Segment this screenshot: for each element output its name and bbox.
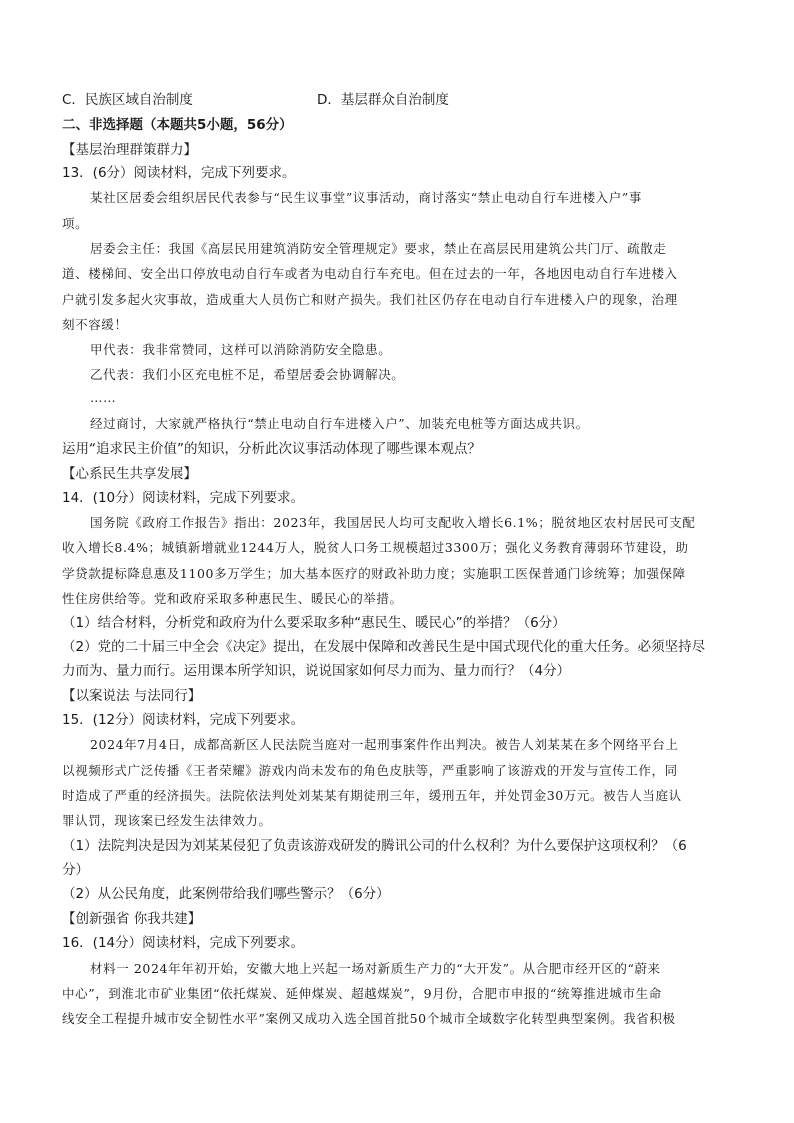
q15-question-2: （2）从公民角度，此案例带给我们哪些警示？（6分） (62, 886, 390, 902)
q13-material-line: 经过商讨，大家就严格执行“禁止电动自行车进楼入户”、加装充电桩等方面达成共识。 (90, 416, 589, 431)
block-heading-law: 【以案说法 与法同行】 (62, 688, 202, 704)
q13-material-line: 乙代表：我们小区充电桩不足，希望居委会协调解决。 (90, 367, 405, 382)
option-d: D．基层群众自治制度 (317, 92, 449, 108)
q15-material-line: 2024年7月4日，成都高新区人民法院当庭对一起刑事案件作出判决。被告人刘某某在多个网络平台上 (90, 737, 679, 752)
q13-material-line: 道、楼梯间、安全出口停放电动自行车或者为电动自行车充电。但在过去的一年，各地因电动自行车进楼入 (62, 266, 678, 281)
q16-material-line: 中心”，到淮北市矿业集团“依托煤炭、延伸煤炭、超越煤炭”，9月份，合肥市申报的“统筹推进城市生命 (62, 986, 662, 1001)
q16-stem: 16．(14分）阅读材料，完成下列要求。 (62, 935, 305, 951)
q14-stem: 14．(10分）阅读材料，完成下列要求。 (62, 490, 305, 506)
q14-material-line: 国务院《政府工作报告》指出：2023年，我国居民人均可支配收入增长6.1%；脱贫地区农村居民可支配 (90, 515, 696, 530)
section-title: 二、非选择题（本题共5小题，56分） (62, 117, 293, 133)
block-heading-innovation: 【创新强省 你我共建】 (62, 911, 202, 927)
block-heading-livelihood: 【心系民生共享发展】 (62, 466, 197, 482)
q13-stem: 13．(6分）阅读材料，完成下列要求。 (62, 165, 296, 181)
q16-material-line: 材料一 2024年年初开始，安徽大地上兴起一场对新质生产力的“大开发”。从合肥市经开区的“蔚来 (90, 961, 661, 976)
q14-question-1: （1）结合材料，分析党和政府为什么要采取多种“惠民生、暖民心”的举措？（6分） (62, 615, 566, 631)
q15-stem: 15．(12分）阅读材料，完成下列要求。 (62, 712, 305, 728)
q14-question-2: （2）党的二十届三中全会《决定》提出，在发展中保障和改善民生是中国式现代化的重大任务。必须坚持尽 (62, 639, 706, 655)
block-heading-governance: 【基层治理群策群力】 (62, 142, 197, 158)
options-row (62, 91, 449, 109)
q13-material-line: 某社区居委会组织居民代表参与“民生议事堂”议事活动，商讨落实“禁止电动自行车进楼入户”事 (90, 190, 642, 205)
q13-material-line: 户就引发多起火灾事故，造成重大人员伤亡和财产损失。我们社区仍存在电动自行车进楼入户的现象，治理 (62, 292, 678, 307)
q15-material-line: 时造成了严重的经济损失。法院依法判处刘某某有期徒刑三年，缓刑五年，并处罚金30万元。被告人当庭认 (62, 788, 682, 803)
q15-material-line: 罪认罚，现该案已经发生法律效力。 (62, 813, 272, 828)
q14-material-line: 性住房供给等。党和政府采取多种惠民生、暖民心的举措。 (62, 591, 403, 606)
q14-material-line: 收入增长8.4%；城镇新增就业1244万人，脱贫人口务工规模超过3300万；强化义务教育薄弱环节建设，助 (62, 540, 689, 555)
q13-material-line: …… (90, 390, 117, 405)
q13-material-line: 刻不容缓！ (62, 317, 128, 332)
q13-material-line: 居委会主任：我国《高层民用建筑消防安全管理规定》要求，禁止在高层民用建筑公共门厅、疏散走 (90, 241, 667, 256)
q13-material-line: 项。 (62, 216, 89, 231)
q13-material-line: 甲代表：我非常赞同，这样可以消除消防安全隐患。 (90, 342, 392, 357)
q15-material-line: 以视频形式广泛传播《王者荣耀》游戏内尚未发布的角色皮肤等，严重影响了该游戏的开发与宣传工作，同 (62, 763, 678, 778)
q15-question-1: （1）法院判决是因为刘某某侵犯了负责该游戏研发的腾讯公司的什么权利？为什么要保护这项权利？（6 (62, 838, 687, 854)
q13-question: 运用“追求民主价值”的知识，分析此次议事活动体现了哪些课本观点？ (62, 441, 481, 457)
q14-question-2-cont: 力而为、量力而行。运用课本所学知识，说说国家如何尽力而为、量力而行？（4分） (62, 663, 571, 679)
option-c: C．民族区域自治制度 (62, 92, 193, 108)
q16-material-line: 线安全工程提升城市安全韧性水平”案例又成功入选全国首批50个城市全域数字化转型典型案例。我省积极 (62, 1011, 676, 1026)
q14-material-line: 学贷款提标降息惠及1100多万学生；加大基本医疗的财政补助力度；实施职工医保普通门诊统筹；加强保障 (62, 566, 686, 581)
q15-question-1-cont: 分） (62, 862, 89, 878)
